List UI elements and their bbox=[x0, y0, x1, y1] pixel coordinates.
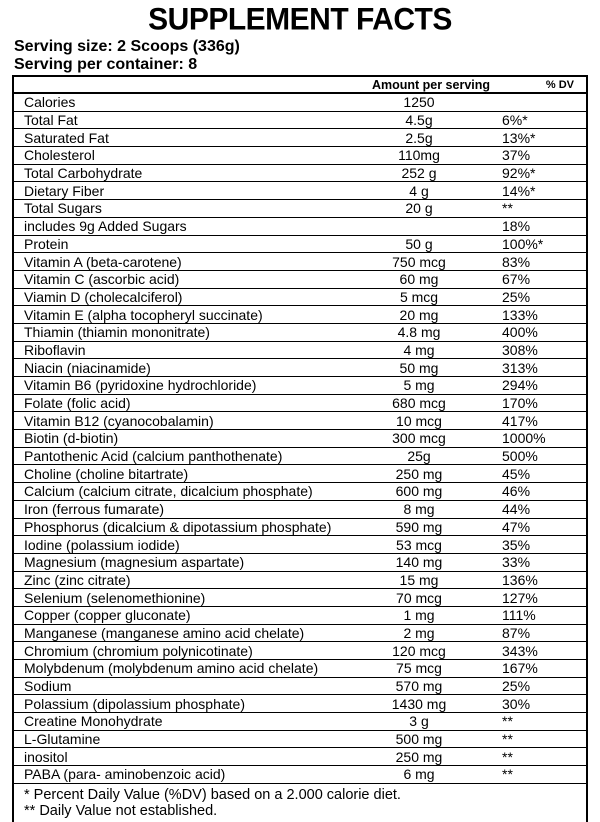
nutrient-daily-value: ** bbox=[502, 748, 513, 765]
table-row bbox=[14, 147, 586, 165]
nutrient-amount: 600 mg bbox=[395, 483, 443, 500]
table-row bbox=[14, 554, 586, 572]
nutrient-name: Folate (folic acid) bbox=[24, 395, 131, 412]
table-row bbox=[14, 253, 586, 271]
nutrient-name: includes 9g Added Sugars bbox=[24, 218, 187, 235]
nutrient-amount: 4.8 mg bbox=[397, 324, 441, 341]
footnotes bbox=[14, 784, 586, 822]
facts-table bbox=[12, 75, 588, 822]
nutrient-amount: 590 mg bbox=[395, 518, 443, 535]
nutrient-daily-value: 170% bbox=[502, 395, 538, 412]
nutrient-amount: 750 mcg bbox=[392, 253, 446, 270]
table-row bbox=[14, 536, 586, 554]
nutrient-amount: 6 mg bbox=[403, 766, 435, 783]
nutrient-name: Vitamin A (beta-carotene) bbox=[24, 253, 182, 270]
nutrient-name: Magnesium (magnesium aspartate) bbox=[24, 554, 245, 571]
footnote-line: ** Daily Value not established. bbox=[24, 803, 218, 820]
table-row bbox=[14, 748, 586, 766]
nutrient-daily-value: ** bbox=[502, 713, 513, 730]
nutrient-daily-value: 30% bbox=[502, 695, 531, 712]
nutrient-daily-value: 47% bbox=[502, 518, 531, 535]
table-row bbox=[14, 660, 586, 678]
nutrient-amount: 1430 mg bbox=[391, 695, 447, 712]
nutrient-daily-value: 136% bbox=[502, 571, 538, 588]
nutrient-daily-value: 25% bbox=[502, 288, 531, 305]
nutrient-daily-value: 500% bbox=[502, 448, 538, 465]
nutrient-amount: 50 mg bbox=[399, 359, 439, 376]
nutrient-daily-value: 313% bbox=[502, 359, 538, 376]
table-row bbox=[14, 271, 586, 289]
nutrient-daily-value: ** bbox=[502, 200, 513, 217]
nutrient-amount: 2 mg bbox=[403, 624, 435, 641]
nutrient-amount: 4 mg bbox=[403, 341, 435, 358]
table-row bbox=[14, 306, 586, 324]
table-row bbox=[14, 642, 586, 660]
nutrient-amount: 1 mg bbox=[403, 607, 435, 624]
nutrient-daily-value: 18% bbox=[502, 218, 531, 235]
nutrient-amount: 250 mg bbox=[395, 465, 443, 482]
nutrient-name: Vitamin E (alpha tocopheryl succinate) bbox=[24, 306, 263, 323]
footnote-line: * Percent Daily Value (%DV) based on a 2.000 calorie diet. bbox=[24, 786, 401, 803]
nutrient-amount: 60 mg bbox=[399, 271, 439, 288]
nutrient-daily-value: 13%* bbox=[502, 129, 536, 146]
nutrient-daily-value: 100%* bbox=[502, 235, 544, 252]
nutrient-daily-value: 400% bbox=[502, 324, 538, 341]
nutrient-daily-value: 44% bbox=[502, 501, 531, 518]
table-row bbox=[14, 359, 586, 377]
nutrient-name: Sodium bbox=[24, 678, 72, 695]
nutrient-name: Vitamin C (ascorbic acid) bbox=[24, 271, 180, 288]
servings-per-container: Serving per container: 8 bbox=[14, 56, 198, 73]
amount-column-header: Amount per serving bbox=[371, 77, 491, 92]
nutrient-amount: 50 g bbox=[405, 235, 433, 252]
nutrient-daily-value: 1000% bbox=[502, 430, 546, 447]
nutrient-amount: 20 g bbox=[405, 200, 433, 217]
nutrient-amount: 10 mcg bbox=[396, 412, 442, 429]
table-row bbox=[14, 395, 586, 413]
nutrient-daily-value: 294% bbox=[502, 377, 538, 394]
nutrient-name: Niacin (niacinamide) bbox=[24, 359, 151, 376]
nutrient-daily-value: 308% bbox=[502, 341, 538, 358]
nutrient-name: Selenium (selenomethionine) bbox=[24, 589, 206, 606]
page-title: SUPPLEMENT FACTS bbox=[148, 2, 452, 37]
table-row bbox=[14, 200, 586, 218]
table-row bbox=[14, 218, 586, 236]
nutrient-name: Riboflavin bbox=[24, 341, 86, 358]
table-row bbox=[14, 766, 586, 784]
nutrient-daily-value: ** bbox=[502, 766, 513, 783]
nutrient-daily-value: 14%* bbox=[502, 182, 536, 199]
nutrient-daily-value: ** bbox=[502, 731, 513, 748]
nutrient-amount: 500 mg bbox=[395, 731, 443, 748]
nutrient-name: Vitamin B12 (cyanocobalamin) bbox=[24, 412, 214, 429]
nutrient-daily-value: 92%* bbox=[502, 165, 536, 182]
table-row bbox=[14, 377, 586, 395]
table-row bbox=[14, 182, 586, 200]
nutrient-amount: 25g bbox=[407, 448, 431, 465]
nutrient-amount: 3 g bbox=[409, 713, 429, 730]
nutrient-daily-value: 343% bbox=[502, 642, 538, 659]
nutrient-name: Iron (ferrous fumarate) bbox=[24, 501, 165, 518]
nutrient-amount: 5 mg bbox=[403, 377, 435, 394]
nutrient-amount: 300 mcg bbox=[392, 430, 446, 447]
table-row bbox=[14, 129, 586, 147]
nutrient-amount: 140 mg bbox=[395, 554, 443, 571]
table-row bbox=[14, 501, 586, 519]
table-row bbox=[14, 289, 586, 307]
table-row bbox=[14, 589, 586, 607]
table-row bbox=[14, 678, 586, 696]
nutrient-name: Calcium (calcium citrate, dicalcium phosphate) bbox=[24, 483, 313, 500]
nutrient-name: Phosphorus (dicalcium & dipotassium phosphate) bbox=[24, 518, 332, 535]
nutrient-daily-value: 111% bbox=[502, 607, 536, 624]
nutrient-name: Cholesterol bbox=[24, 147, 95, 164]
nutrient-daily-value: 46% bbox=[502, 483, 531, 500]
nutrient-daily-value: 83% bbox=[502, 253, 531, 270]
nutrient-daily-value: 133% bbox=[502, 306, 538, 323]
nutrient-amount: 75 mcg bbox=[396, 660, 442, 677]
nutrient-amount: 570 mg bbox=[395, 678, 443, 695]
table-row bbox=[14, 412, 586, 430]
table-row bbox=[14, 324, 586, 342]
table-row bbox=[14, 342, 586, 360]
nutrient-daily-value: 87% bbox=[502, 624, 531, 641]
nutrient-name: Total Sugars bbox=[24, 200, 102, 217]
nutrient-name: Copper (copper gluconate) bbox=[24, 607, 191, 624]
nutrient-name: Creatine Monohydrate bbox=[24, 713, 163, 730]
nutrient-amount: 4.5g bbox=[405, 112, 433, 129]
table-row bbox=[14, 430, 586, 448]
nutrient-amount: 680 mcg bbox=[392, 395, 446, 412]
nutrient-name: Saturated Fat bbox=[24, 129, 109, 146]
table-row bbox=[14, 165, 586, 183]
nutrient-daily-value: 33% bbox=[502, 554, 531, 571]
nutrient-daily-value: 67% bbox=[502, 271, 531, 288]
table-row bbox=[14, 695, 586, 713]
table-row bbox=[14, 448, 586, 466]
nutrient-amount: 250 mg bbox=[395, 748, 443, 765]
nutrient-daily-value: 417% bbox=[502, 412, 538, 429]
nutrient-name: Molybdenum (molybdenum amino acid chelate) bbox=[24, 660, 319, 677]
table-row bbox=[14, 483, 586, 501]
nutrient-name: Polassium (dipolassium phosphate) bbox=[24, 695, 245, 712]
nutrient-amount: 5 mcg bbox=[399, 288, 439, 305]
nutrient-daily-value: 127% bbox=[502, 589, 538, 606]
nutrient-name: Dietary Fiber bbox=[24, 182, 105, 199]
nutrient-amount: 15 mg bbox=[399, 571, 439, 588]
nutrient-name: Manganese (manganese amino acid chelate) bbox=[24, 624, 305, 641]
nutrient-name: Chromium (chromium polynicotinate) bbox=[24, 642, 253, 659]
nutrient-name: Vitamin B6 (pyridoxine hydrochloride) bbox=[24, 377, 257, 394]
table-row bbox=[14, 236, 586, 254]
nutrient-name: Total Fat bbox=[24, 112, 78, 129]
nutrient-name: Iodine (polassium iodide) bbox=[24, 536, 180, 553]
nutrient-amount: 120 mcg bbox=[392, 642, 446, 659]
nutrient-name: L-Glutamine bbox=[24, 731, 101, 748]
nutrient-name: inositol bbox=[24, 748, 68, 765]
table-row bbox=[14, 519, 586, 537]
table-row bbox=[14, 625, 586, 643]
nutrient-daily-value: 45% bbox=[502, 465, 531, 482]
nutrient-amount: 110mg bbox=[398, 147, 440, 164]
dv-column-header: % DV bbox=[545, 78, 574, 91]
nutrient-name: Biotin (d-biotin) bbox=[24, 430, 119, 447]
table-row bbox=[14, 94, 586, 112]
table-row bbox=[14, 465, 586, 483]
nutrient-name: Thiamin (thiamin mononitrate) bbox=[24, 324, 210, 341]
nutrient-amount: 53 mcg bbox=[396, 536, 442, 553]
nutrient-amount: 252 g bbox=[401, 165, 437, 182]
nutrient-name: Protein bbox=[24, 235, 69, 252]
nutrient-daily-value: 167% bbox=[502, 660, 538, 677]
nutrient-name: PABA (para- aminobenzoic acid) bbox=[24, 766, 226, 783]
facts-rows bbox=[14, 94, 586, 784]
nutrient-amount: 20 mg bbox=[399, 306, 439, 323]
table-row bbox=[14, 607, 586, 625]
nutrient-name: Viamin D (cholecalciferol) bbox=[24, 288, 183, 305]
nutrient-name: Pantothenic Acid (calcium panthothenate) bbox=[24, 448, 283, 465]
serving-size: Serving size: 2 Scoops (336g) bbox=[14, 38, 240, 55]
nutrient-daily-value: 35% bbox=[502, 536, 531, 553]
table-header-row bbox=[14, 77, 586, 94]
nutrient-amount: 1250 bbox=[403, 94, 435, 111]
nutrient-amount: 8 mg bbox=[403, 501, 435, 518]
nutrient-daily-value: 25% bbox=[502, 678, 531, 695]
nutrient-amount: 70 mcg bbox=[396, 589, 442, 606]
table-row bbox=[14, 112, 586, 130]
nutrient-amount: 2.5g bbox=[405, 129, 433, 146]
nutrient-daily-value: 6%* bbox=[502, 112, 528, 129]
nutrient-name: Total Carbohydrate bbox=[24, 165, 143, 182]
table-row bbox=[14, 731, 586, 749]
nutrient-name: Choline (choline bitartrate) bbox=[24, 465, 189, 482]
table-row bbox=[14, 572, 586, 590]
nutrient-amount: 4 g bbox=[409, 182, 429, 199]
nutrient-daily-value: 37% bbox=[502, 147, 531, 164]
nutrient-name: Zinc (zinc citrate) bbox=[24, 571, 131, 588]
nutrient-name: Calories bbox=[24, 94, 76, 111]
table-row bbox=[14, 713, 586, 731]
